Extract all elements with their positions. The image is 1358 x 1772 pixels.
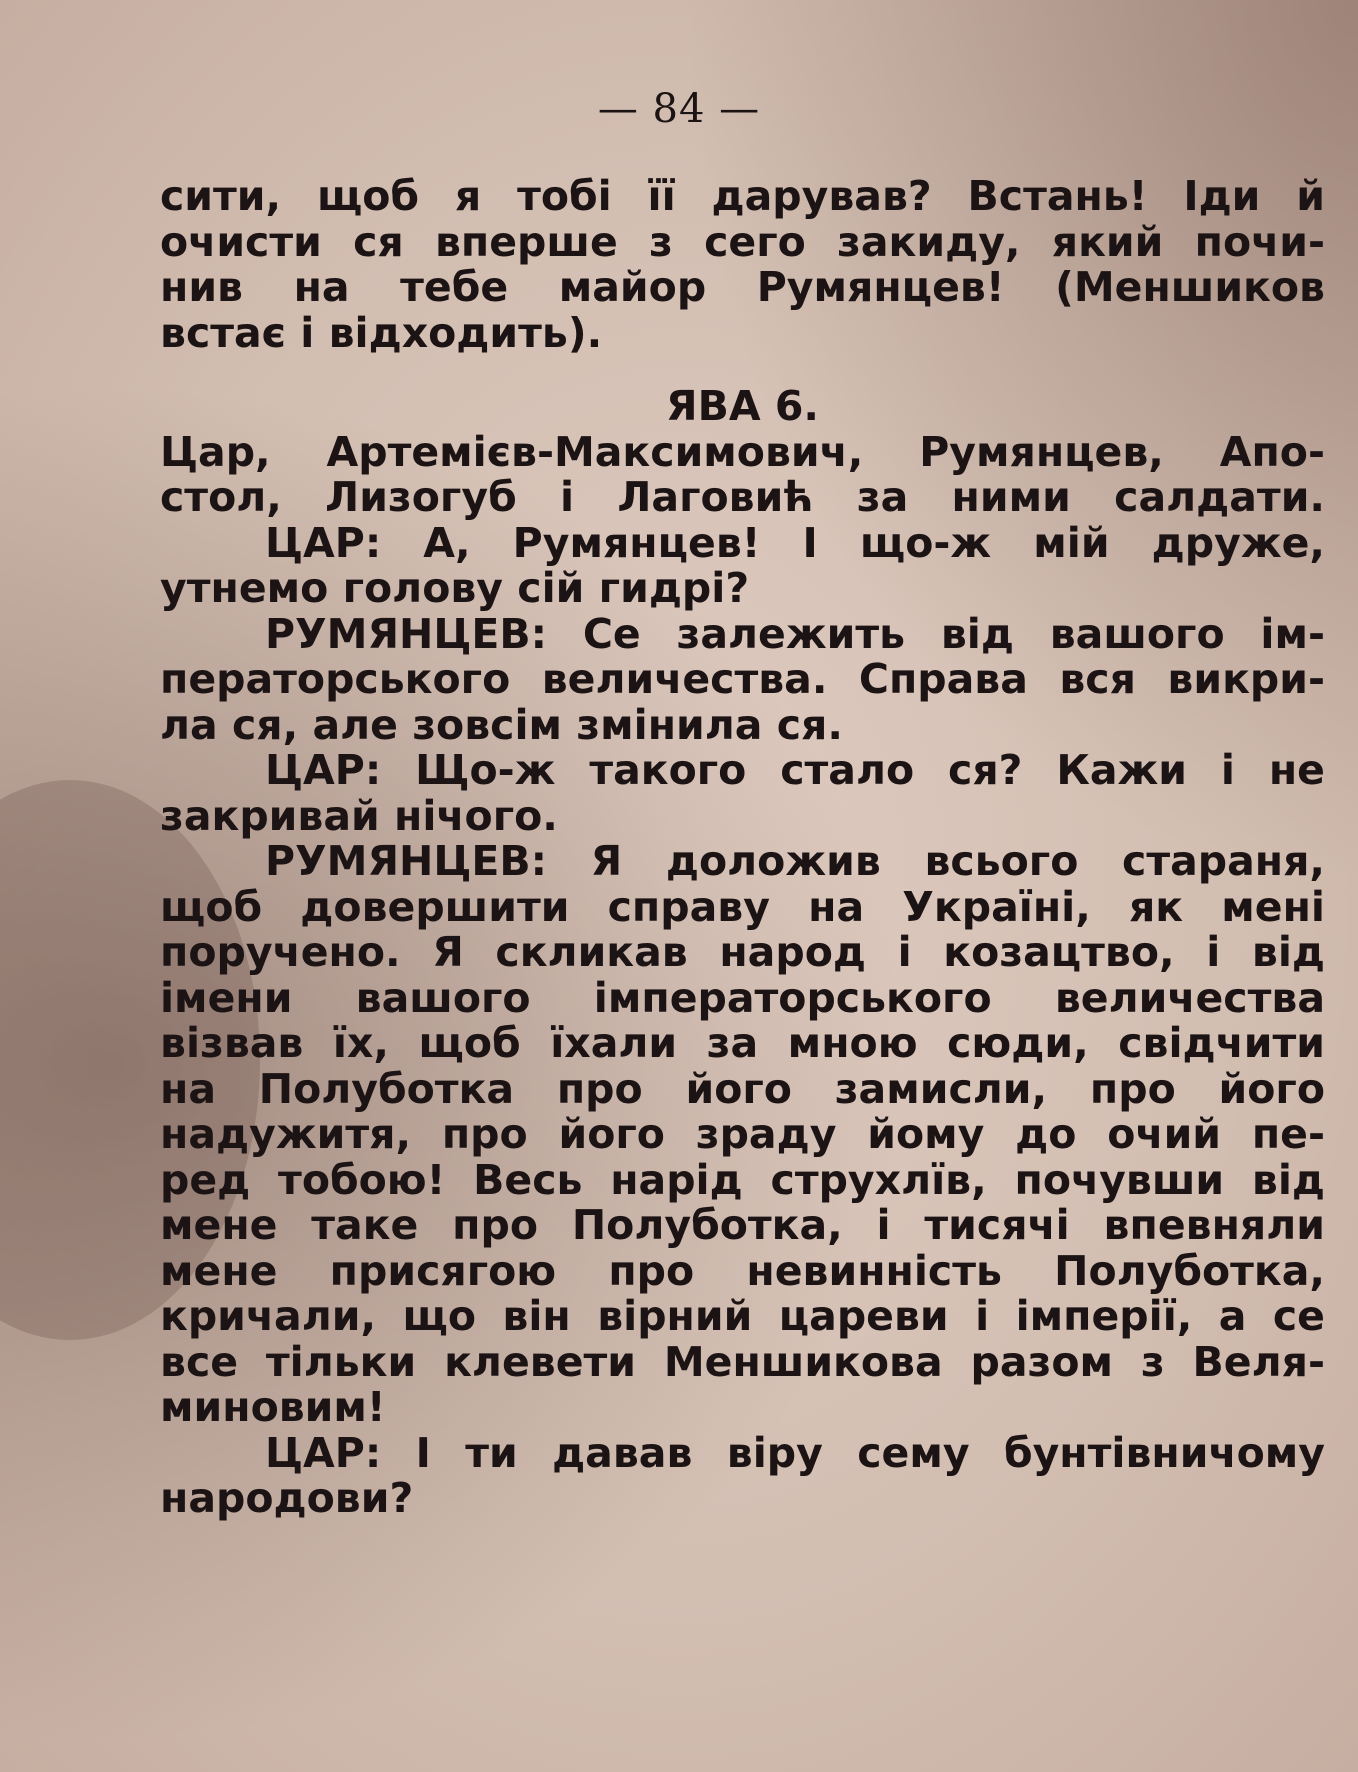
speech-block <box>160 839 1325 1431</box>
speech-block <box>160 1428 1325 1522</box>
speech-line: ЦАР: А, Румянцев! І що-ж мій друже, <box>265 518 1325 567</box>
speech-line: ред тобою! Весь нарід струхлїв, почувши від <box>160 1155 1325 1204</box>
speech-line: РУМЯНЦЕВ: Я доложив всього стараня, <box>265 837 1325 885</box>
speech-line: все тільки клевети Меншикова разом з Веля- <box>160 1337 1325 1386</box>
speech-line: РУМЯНЦЕВ: Се залежить від вашого ім- <box>265 609 1325 658</box>
speech-line: ла ся, але зовсім змінила ся. <box>160 700 843 749</box>
scene-heading: ЯВА 6. <box>666 382 819 430</box>
speech-line: надужитя, про його зраду йому до очий пе- <box>160 1110 1325 1158</box>
speech-line: ператорського величества. Справа вся викри- <box>160 655 1325 703</box>
speech-line: утнемо голову сій гидрі? <box>160 564 750 612</box>
dialogue <box>160 518 1325 1522</box>
scene-cast <box>160 427 1325 521</box>
speech-line: народови? <box>160 1474 414 1522</box>
speech-line: на Полуботка про його замисли, про його <box>160 1064 1325 1113</box>
text-line: нив на тебе майор Румянцев! (Меншиков <box>160 263 1325 311</box>
page-number: — 84 — <box>597 86 761 132</box>
cast-line: Цар, Артемієв-Максимович, Румянцев, Апо- <box>160 427 1325 476</box>
text-line: встає і відходить). <box>160 308 603 357</box>
speech-line: мене таке про Полуботка, і тисячі впевняли <box>160 1201 1325 1249</box>
cast-line: стол, Лизогуб і Лаговић за ними салдати. <box>160 473 1325 521</box>
text-line: сити, щоб я тобі її дарував? Встань! Іди й <box>160 172 1325 220</box>
text-block <box>160 174 1325 1522</box>
speech-line: мене присягою про невинність Полуботка, <box>160 1246 1325 1295</box>
speech-line: щоб довершити справу на Україні, як мені <box>160 882 1325 931</box>
speech-line: закривай нічого. <box>160 791 558 840</box>
speech-block <box>160 609 1325 749</box>
speech-line: ЦАР: І ти давав віру сему бунтівничому <box>265 1428 1325 1477</box>
speech-block <box>160 518 1325 612</box>
speech-block <box>160 748 1325 839</box>
speech-line: візвав їх, щоб їхали за мною сюди, свідчити <box>160 1019 1325 1067</box>
speech-line: поручено. Я скликав народ і козацтво, і від <box>160 928 1325 976</box>
opening-paragraph <box>160 174 1325 356</box>
text-line: очисти ся вперше з сего закиду, який почи- <box>160 217 1325 266</box>
speech-line: кричали, що він вірний цареви і імперії, а се <box>160 1292 1325 1340</box>
speech-line: ЦАР: Що-ж такого стало ся? Кажи і не <box>265 746 1325 794</box>
speech-line: імени вашого імператорського величества <box>160 973 1325 1022</box>
speech-line: миновим! <box>160 1383 386 1431</box>
